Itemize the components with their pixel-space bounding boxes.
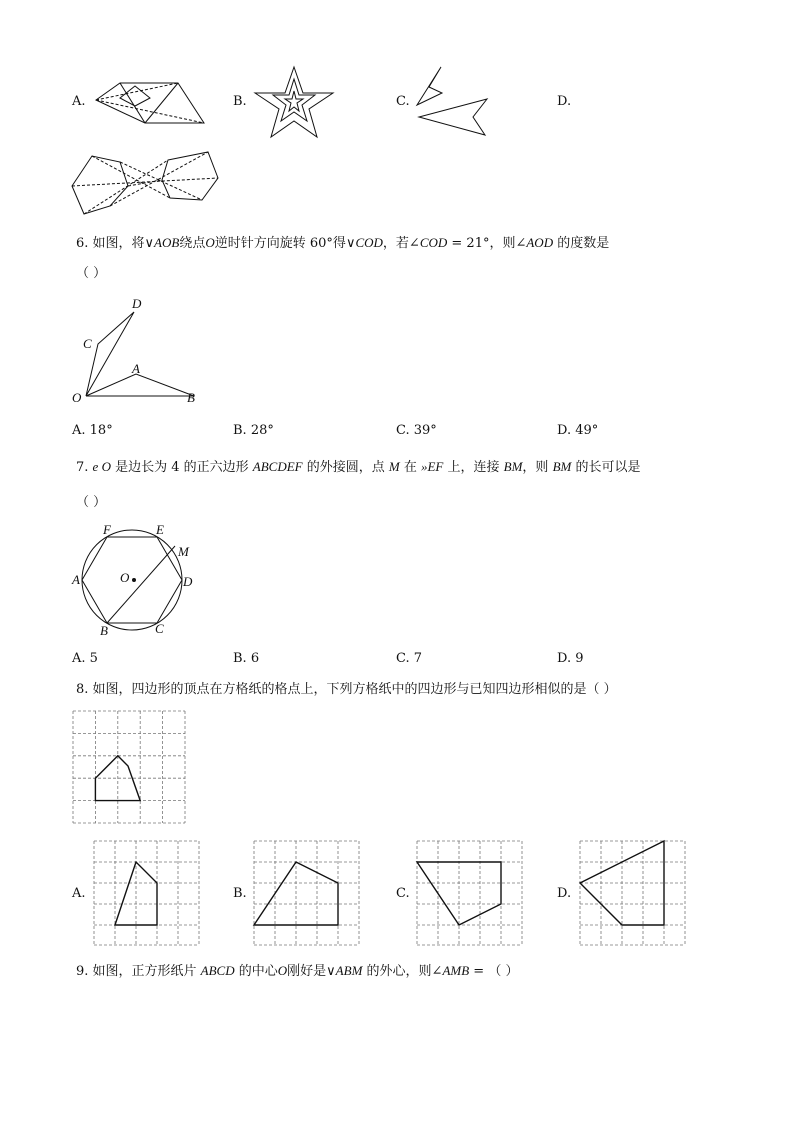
q8-grid-c [416,840,526,948]
q7-paren: （ ） [76,495,107,510]
q8-grid-b [253,840,363,948]
q6-label-b: B [187,390,195,405]
q5-option-c-label: C. [396,94,410,109]
q7-option-c: C. 7 [396,651,423,666]
q6-label-o: O [72,390,82,405]
q6-label-a: A [132,361,140,376]
q8-option-c-label: C. [396,886,410,901]
q6-option-a: A. 18° [72,423,113,438]
q5-figure-d [70,150,220,216]
q6-paren: （ ） [76,266,107,281]
q8-option-a-label: A. [72,886,86,901]
q8-grid-d [579,840,689,948]
q8-grid-a [93,840,203,948]
q5-figure-c [415,65,490,137]
q7-label-a: A [72,572,80,587]
q5-option-a-label: A. [72,94,86,109]
q8-given-grid [72,710,188,826]
q7-label-c: C [155,621,164,636]
q6-stem: 6. 如图，将∨AOB绕点O逆时针方向旋转 60°得∨COD，若∠COD = 21°，则∠AOD 的度数是 [76,235,610,251]
q8-option-b-label: B. [233,886,247,901]
q7-label-b: B [100,623,108,638]
q5-figure-a [90,78,210,128]
q5-option-b-label: B. [233,94,247,109]
q8-stem: 8. 如图，四边形的顶点在方格纸的格点上，下列方格纸中的四边形与已知四边形相似的是（ ） [76,682,617,697]
q7-label-f: F [103,522,111,537]
q5-option-d-label: D. [557,94,572,109]
q6-option-d: D. 49° [557,423,599,438]
q7-label-m: M [178,544,189,559]
q6-figure [70,296,200,406]
q8-option-d-label: D. [557,886,572,901]
q6-label-d: D [132,296,142,311]
q6-option-c: C. 39° [396,423,437,438]
q7-option-b: B. 6 [233,651,260,666]
q5-figure-b [253,65,335,139]
q7-figure [70,522,200,640]
q9-stem: 9. 如图，正方形纸片 ABCD 的中心O刚好是∨ABM 的外心，则∠AMB = （ ） [76,963,519,979]
q7-label-e: E [156,522,164,537]
q6-label-c: C [83,336,92,351]
q7-stem: 7. e O 是边长为 4 的正六边形 ABCDEF 的外接圆，点 M 在 »EF 上，连接 BM，则 BM 的长可以是 [76,459,641,475]
q7-label-o: O [120,570,130,585]
q6-option-b: B. 28° [233,423,274,438]
q7-label-d: D [183,574,193,589]
q7-option-a: A. 5 [72,651,98,666]
q7-option-d: D. 9 [557,651,584,666]
